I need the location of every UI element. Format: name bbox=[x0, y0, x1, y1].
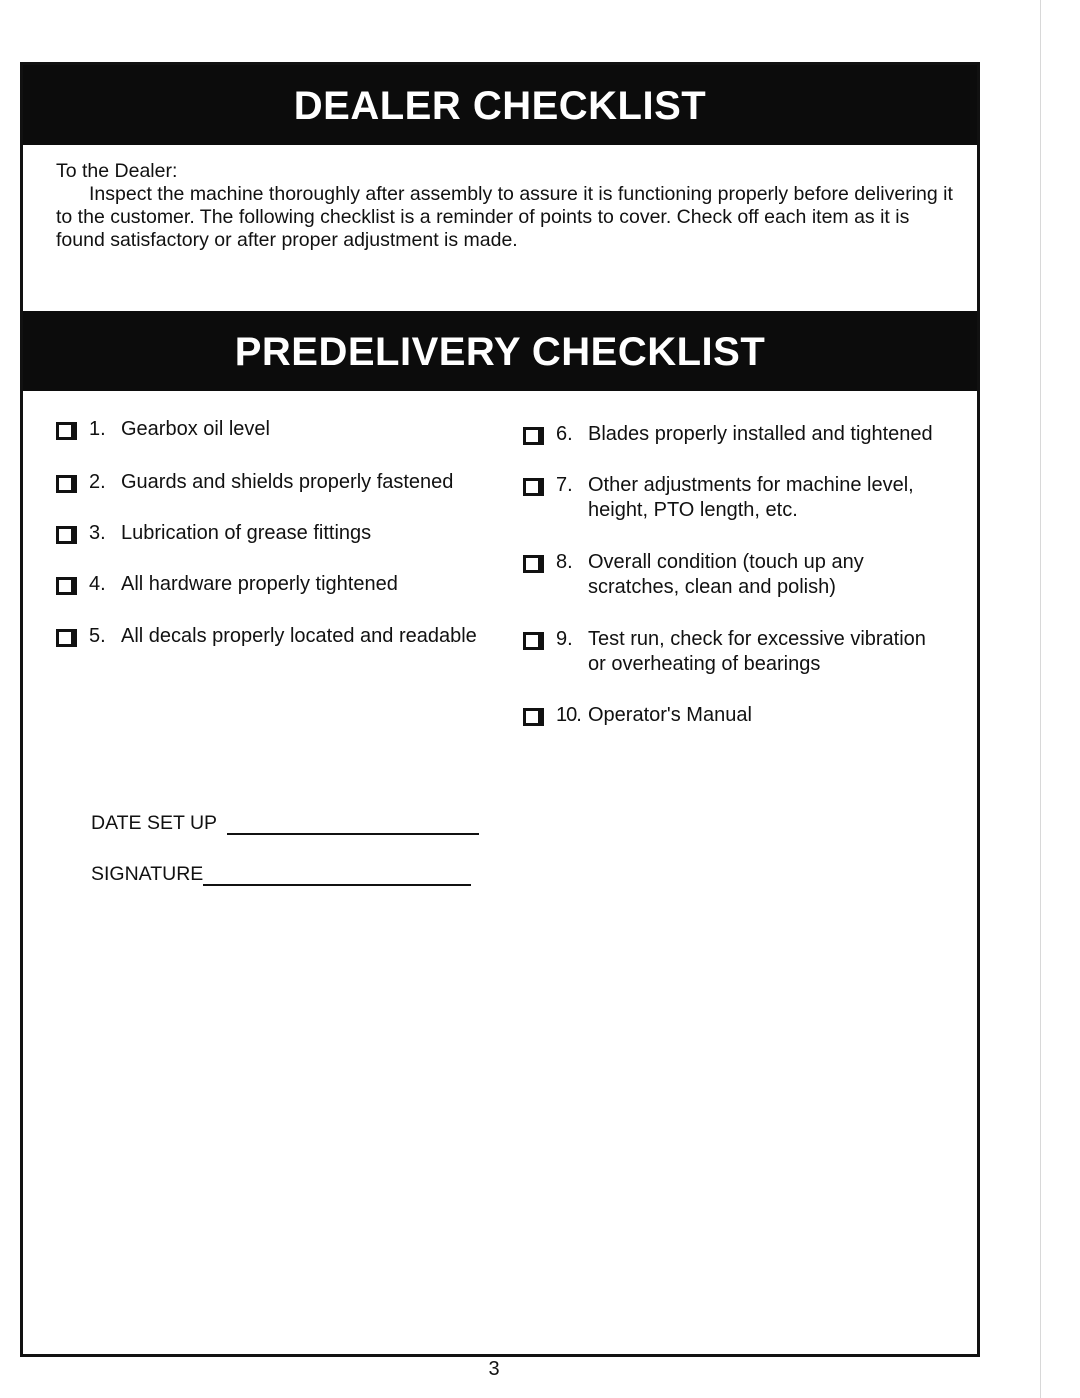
checklist-item-1 bbox=[56, 417, 270, 442]
item-number: 7. bbox=[556, 474, 573, 496]
item-number: 4. bbox=[89, 573, 106, 595]
checklist-item-7 bbox=[523, 473, 914, 523]
item-number: 3. bbox=[89, 522, 106, 544]
checklist-item-10 bbox=[523, 703, 752, 728]
item-number: 1. bbox=[89, 418, 106, 440]
checklist-item-3 bbox=[56, 521, 371, 546]
checklist-item-2 bbox=[56, 470, 453, 495]
item-text: Test run, check for excessive vibration or overheating of bearings bbox=[588, 628, 926, 675]
item-number: 10. bbox=[556, 704, 581, 726]
checkbox-item-8[interactable] bbox=[523, 555, 544, 573]
signature-line[interactable] bbox=[203, 866, 471, 886]
checklist-item-4 bbox=[56, 572, 398, 597]
item-text: Overall condition (touch up any scratches, clean and polish) bbox=[588, 551, 864, 598]
date-set-up-line[interactable] bbox=[227, 815, 479, 835]
predelivery-checklist-banner: PREDELIVERY CHECKLIST bbox=[23, 311, 977, 391]
checkbox-item-10[interactable] bbox=[523, 708, 544, 726]
dealer-salutation: To the Dealer: bbox=[56, 160, 178, 182]
item-text: All decals properly located and readable bbox=[121, 625, 477, 647]
scan-edge-line bbox=[1040, 0, 1041, 1398]
item-number: 8. bbox=[556, 551, 573, 573]
dealer-instructions: Inspect the machine thoroughly after assembly to assure it is functioning properly before delivering it to the customer. The following checklist is a reminder of points to cover. Check off each item as it is found satisfactory or after proper adjustment is made. bbox=[56, 183, 953, 251]
item-text: All hardware properly tightened bbox=[121, 573, 398, 595]
date-set-up-label: DATE SET UP bbox=[91, 812, 218, 834]
item-text: Guards and shields properly fastened bbox=[121, 471, 454, 493]
item-text: Operator's Manual bbox=[588, 704, 752, 726]
dealer-checklist-banner: DEALER CHECKLIST bbox=[23, 65, 977, 145]
checkbox-item-1[interactable] bbox=[56, 422, 77, 440]
item-text: Gearbox oil level bbox=[121, 418, 270, 440]
checkbox-item-7[interactable] bbox=[523, 478, 544, 496]
checklist-item-9 bbox=[523, 627, 926, 677]
checklist-item-6 bbox=[523, 422, 933, 447]
item-number: 2. bbox=[89, 471, 106, 493]
dealer-intro bbox=[56, 160, 956, 252]
checkbox-item-5[interactable] bbox=[56, 629, 77, 647]
date-set-up-field bbox=[91, 811, 479, 835]
item-text: Lubrication of grease fittings bbox=[121, 522, 372, 544]
signature-field bbox=[91, 862, 471, 886]
checkbox-item-6[interactable] bbox=[523, 427, 544, 445]
checklist-item-8 bbox=[523, 550, 864, 600]
checkbox-item-9[interactable] bbox=[523, 632, 544, 650]
checkbox-item-2[interactable] bbox=[56, 475, 77, 493]
item-number: 6. bbox=[556, 423, 573, 445]
item-text: Other adjustments for machine level, height, PTO length, etc. bbox=[588, 474, 914, 521]
item-number: 5. bbox=[89, 625, 106, 647]
item-text: Blades properly installed and tightened bbox=[588, 423, 933, 445]
checklist-item-5 bbox=[56, 624, 477, 649]
signature-label: SIGNATURE bbox=[91, 863, 204, 885]
checklist-frame bbox=[20, 62, 980, 1357]
item-number: 9. bbox=[556, 628, 573, 650]
checkbox-item-4[interactable] bbox=[56, 577, 77, 595]
checkbox-item-3[interactable] bbox=[56, 526, 77, 544]
page-number: 3 bbox=[488, 1358, 500, 1380]
